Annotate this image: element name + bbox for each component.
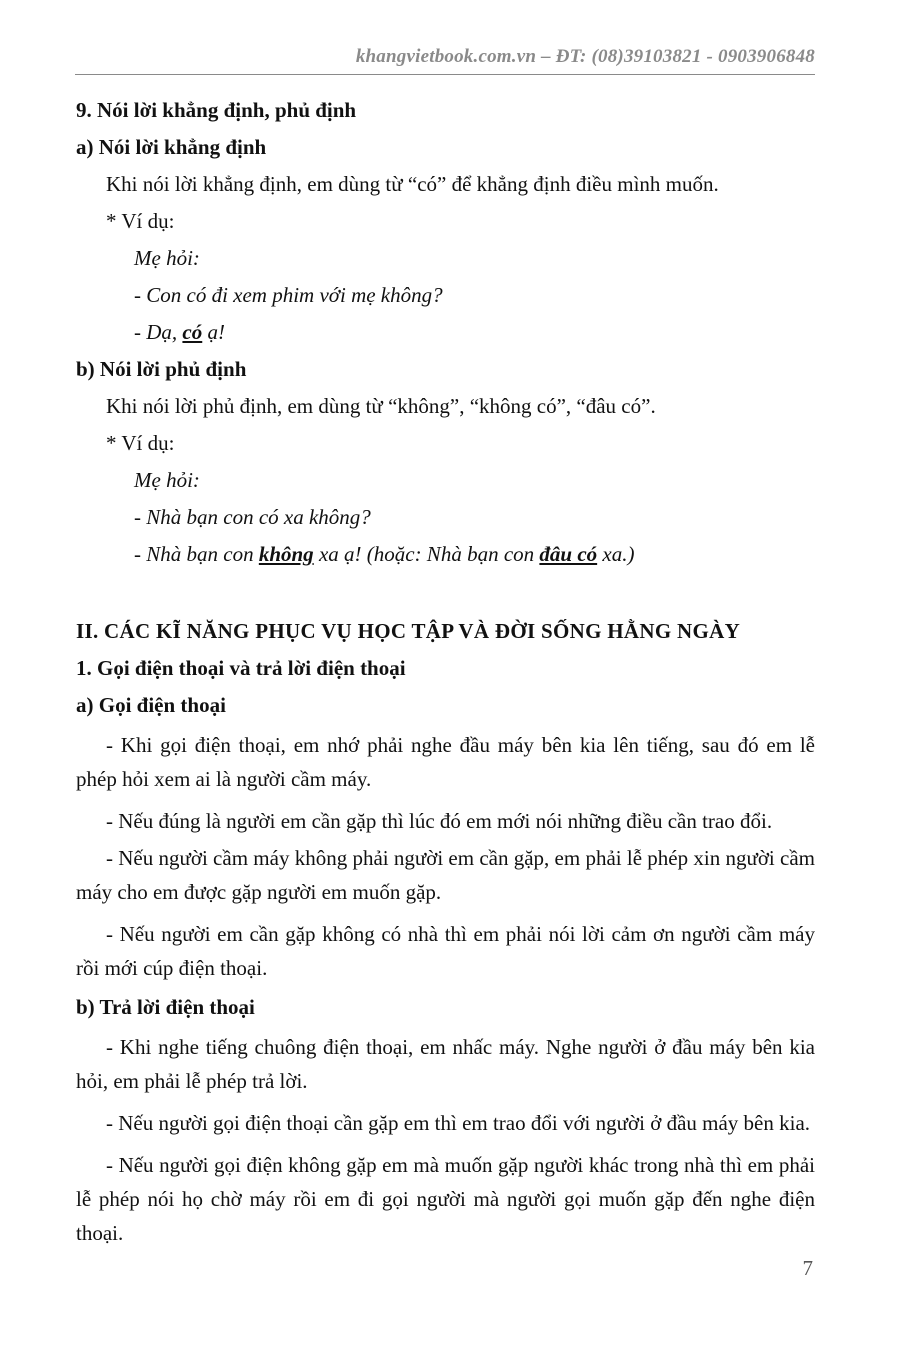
page-number: 7	[802, 1256, 813, 1280]
example-text: xa ạ! (hoặc: Nhà bạn con	[313, 542, 540, 566]
example-text: - Dạ,	[134, 320, 183, 344]
section-II-1a-paragraph-2: - Nếu đúng là người em cần gặp thì lúc đó em mới nói những điều cần trao đổi.	[106, 809, 773, 833]
key-word: đâu có	[539, 542, 598, 566]
section-II-1-title: 1. Gọi điện thoại và trả lời điện thoại	[76, 656, 406, 680]
section-II-1b-paragraph-1: - Khi nghe tiếng chuông điện thoại, em nhấc máy. Nghe người ở đầu máy bên kia hỏi, em phải lễ phép trả lời.	[76, 1035, 815, 1093]
section-9a-example-line-3	[76, 318, 815, 355]
section-II-1b-paragraph-2: - Nếu người gọi điện thoại cần gặp em thì em trao đổi với người ở đầu máy bên kia.	[106, 1111, 811, 1135]
example-text: xa.)	[597, 542, 635, 566]
section-II-title: II. CÁC KĨ NĂNG PHỤC VỤ HỌC TẬP VÀ ĐỜI SỐNG HẰNG NGÀY	[76, 619, 741, 643]
section-II-1b-paragraph-3: - Nếu người gọi điện không gặp em mà muốn gặp người khác trong nhà thì em phải lễ phép nói họ chờ máy rồi em đi gọi người mà người gọi muốn gặp đến nghe điện thoại.	[76, 1153, 815, 1245]
section-II-1a-paragraph-4: - Nếu người em cần gặp không có nhà thì em phải nói lời cảm ơn người cầm máy rồi mới cúp điện thoại.	[76, 922, 815, 980]
section-9a-intro: Khi nói lời khẳng định, em dùng từ “có” để khẳng định điều mình muốn.	[106, 172, 719, 196]
section-9a-title: a) Nói lời khẳng định	[76, 135, 267, 159]
section-9a-example-line-1: Mẹ hỏi:	[134, 246, 200, 270]
header-text: khangvietbook.com.vn – ĐT: (08)39103821 - 0903906848	[355, 46, 815, 67]
section-II-1b-title: b) Trả lời điện thoại	[76, 995, 255, 1019]
page-header	[75, 46, 815, 75]
section-9-title: 9. Nói lời khẳng định, phủ định	[76, 98, 357, 122]
section-II-1a-paragraph-1: - Khi gọi điện thoại, em nhớ phải nghe đầu máy bên kia lên tiếng, sau đó em lễ phép hỏi xem ai là người cầm máy.	[76, 733, 815, 791]
section-II-1a-title: a) Gọi điện thoại	[76, 693, 226, 717]
example-text: - Nhà bạn con	[134, 542, 259, 566]
section-9a-example-line-2: - Con có đi xem phim với mẹ không?	[134, 283, 443, 307]
section-9b-example-label: * Ví dụ:	[106, 431, 175, 455]
section-9b-title: b) Nói lời phủ định	[76, 357, 247, 381]
section-9b-example-line-2: - Nhà bạn con có xa không?	[134, 505, 371, 529]
section-9b-intro: Khi nói lời phủ định, em dùng từ “không”, “không có”, “đâu có”.	[106, 394, 656, 418]
section-9b-example-line-1: Mẹ hỏi:	[134, 468, 200, 492]
page-content	[76, 96, 815, 1258]
section-II-1a-paragraph-3: - Nếu người cầm máy không phải người em cần gặp, em phải lễ phép xin người cầm máy cho em được gặp người em muốn gặp.	[76, 846, 815, 904]
key-word: không	[258, 542, 314, 566]
section-9a-example-label: * Ví dụ:	[106, 209, 175, 233]
key-word: có	[182, 320, 203, 344]
section-9b-example-line-3	[76, 540, 815, 577]
example-text: ạ!	[202, 320, 225, 344]
